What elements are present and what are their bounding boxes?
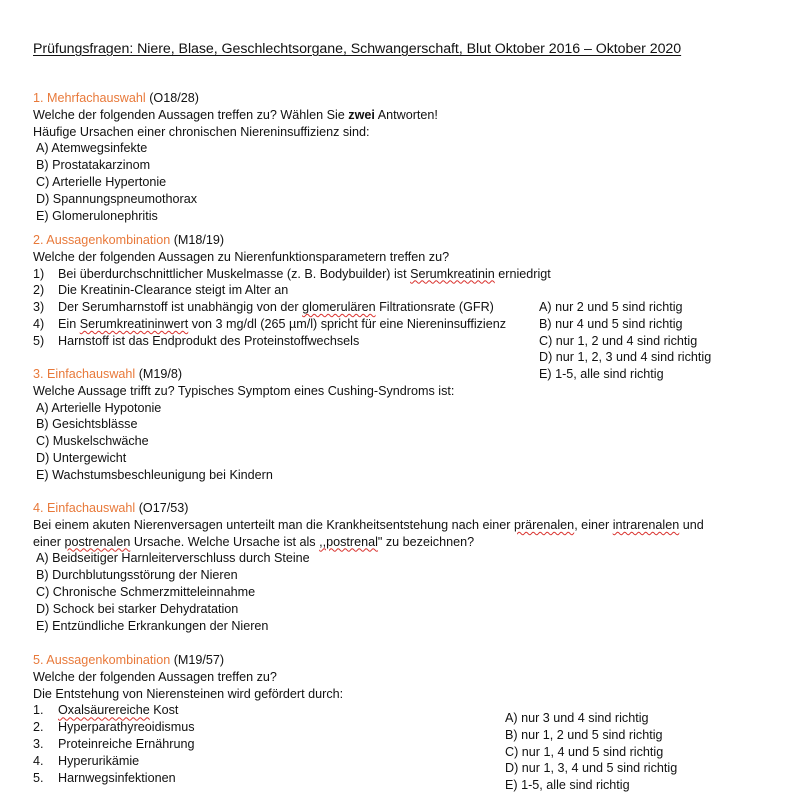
statement-text: erniedrigt — [494, 266, 551, 281]
statement-text: Bei überdurchschnittlicher Muskelmasse (z. B. Bodybuilder) ist — [58, 266, 411, 281]
spellcheck-flagged-word: ,,postrenal — [319, 534, 378, 549]
answer-option: A) Arterielle Hypotonie — [36, 400, 162, 415]
statement-number: 1. — [33, 703, 44, 718]
question-1 — [33, 90, 773, 224]
combination-option: D) nur 1, 2, 3 und 4 sind richtig — [539, 350, 712, 365]
question-4 — [33, 500, 773, 634]
question-type-label: 2. Aussagenkombination — [33, 233, 171, 247]
question-type-label: 5. Aussagenkombination — [33, 653, 171, 667]
answer-option: A) Beidseitiger Harnleiterverschluss durch Steine — [36, 551, 310, 566]
combination-option: B) nur 1, 2 und 5 sind richtig — [505, 727, 663, 742]
question-header — [33, 366, 773, 383]
prompt-text: , einer — [574, 517, 613, 532]
question-prompt-line-1 — [33, 517, 773, 534]
answer-option: D) Spannungspneumothorax — [36, 191, 198, 206]
answer-option: C) Chronische Schmerzmitteleinnahme — [36, 584, 256, 599]
statement — [33, 282, 773, 299]
statement-text: Kost — [149, 703, 179, 718]
spellcheck-flagged-word: prärenalen — [513, 517, 575, 532]
answer-option: A) Atemwegsinfekte — [36, 141, 148, 156]
statement-number: 3. — [33, 736, 44, 751]
prompt-text: Welche der folgenden Aussagen treffen zu? Wählen Sie — [33, 107, 349, 122]
statement-number: 1) — [33, 266, 45, 281]
statement-number: 5. — [33, 770, 44, 785]
combination-option: E) 1-5, alle sind richtig — [539, 367, 664, 382]
question-prompt: Welche der folgenden Aussagen treffen zu? — [33, 669, 277, 684]
question-type-label: 4. Einfachauswahl — [33, 501, 136, 515]
spellcheck-flagged-word: Serumkreatininwert — [79, 316, 189, 331]
statement-number: 4) — [33, 316, 45, 331]
question-header — [33, 90, 773, 107]
answer-option: D) Untergewicht — [36, 450, 127, 465]
statement-text: Hyperurikämie — [58, 753, 140, 768]
statement-text: Harnwegsinfektionen — [58, 770, 176, 785]
question-header — [33, 500, 773, 517]
spellcheck-flagged-word: intrarenalen — [612, 517, 680, 532]
question-code: (M19/57) — [173, 653, 225, 667]
statement-number: 2. — [33, 720, 44, 735]
answer-option: E) Entzündliche Erkrankungen der Nieren — [36, 618, 269, 633]
combination-option: C) nur 1, 2 und 4 sind richtig — [539, 333, 698, 348]
combination-option: A) nur 2 und 5 sind richtig — [539, 300, 683, 314]
statement-text: Harnstoff ist das Endprodukt des Proteinstoffwechsels — [58, 333, 360, 348]
prompt-text: einer — [33, 534, 65, 549]
combination-option: A) nur 3 und 4 sind richtig — [505, 711, 649, 725]
statement-text: Die Kreatinin-Clearance steigt im Alter an — [58, 283, 289, 298]
statement-number: 5) — [33, 333, 45, 348]
question-prompt-line-2 — [33, 534, 773, 551]
question-type-label: 3. Einfachauswahl — [33, 367, 136, 381]
spellcheck-flagged-word: postrenalen — [64, 534, 131, 549]
answer-option: B) Gesichtsblässe — [36, 417, 138, 432]
combination-option: D) nur 1, 3, 4 und 5 sind richtig — [505, 761, 678, 776]
question-code: (M18/19) — [173, 233, 225, 247]
question-type-label: 1. Mehrfachauswahl — [33, 91, 146, 105]
statement — [33, 266, 773, 283]
spellcheck-flagged-word: glomerulären — [302, 300, 376, 315]
combination-option: B) nur 4 und 5 sind richtig — [539, 316, 683, 331]
answer-option: B) Prostatakarzinom — [36, 158, 151, 173]
question-stem: Die Entstehung von Nierensteinen wird gefördert durch: — [33, 686, 344, 701]
answer-option: B) Durchblutungsstörung der Nieren — [36, 568, 238, 583]
statement-number: 3) — [33, 300, 45, 315]
spellcheck-flagged-word: Serumkreatinin — [410, 266, 495, 281]
spellcheck-flagged-word: Oxalsäurereiche — [58, 703, 150, 718]
statement-text: von 3 mg/dl (265 µm/l) spricht für eine Niereninsuffizienz — [188, 316, 507, 331]
answer-option: D) Schock bei starker Dehydratation — [36, 601, 239, 616]
answer-option: E) Glomerulonephritis — [36, 208, 158, 223]
question-prompt — [33, 107, 773, 124]
question-code: (O18/28) — [149, 91, 199, 105]
answer-combinations-q5 — [505, 710, 677, 794]
question-3 — [33, 366, 773, 484]
statement-number: 4. — [33, 753, 44, 768]
statement-number: 2) — [33, 283, 45, 298]
statement-text: Ein — [58, 316, 80, 331]
document-title: Prüfungsfragen: Niere, Blase, Geschlechtsorgane, Schwangerschaft, Blut Oktober 2016 – Oktober 2020 — [33, 41, 682, 57]
prompt-text: Antworten! — [374, 107, 438, 122]
statement-text: Hyperparathyreoidismus — [58, 720, 195, 735]
question-header — [33, 652, 773, 669]
question-stem: Häufige Ursachen einer chronischen Niereninsuffizienz sind: — [33, 124, 370, 139]
question-prompt: Welche Aussage trifft zu? Typisches Symptom eines Cushing-Syndroms ist: — [33, 383, 455, 398]
prompt-emphasis: zwei — [348, 107, 375, 122]
answer-option: C) Arterielle Hypertonie — [36, 174, 167, 189]
prompt-text: " zu bezeichnen? — [377, 534, 475, 549]
prompt-text: und — [679, 517, 704, 532]
combination-option: E) 1-5, alle sind richtig — [505, 778, 630, 793]
statement-text: Der Serumharnstoff ist unabhängig von der — [58, 300, 303, 315]
question-prompt: Welche der folgenden Aussagen zu Nierenfunktionsparametern treffen zu? — [33, 249, 450, 264]
statement-text: Proteinreiche Ernährung — [58, 736, 195, 751]
prompt-text: Ursache. Welche Ursache ist als — [130, 534, 320, 549]
answer-option: C) Muskelschwäche — [36, 434, 149, 449]
question-header — [33, 232, 773, 249]
combination-option: C) nur 1, 4 und 5 sind richtig — [505, 744, 664, 759]
prompt-text: Bei einem akuten Nierenversagen unterteilt man die Krankheitsentstehung nach einer — [33, 517, 514, 532]
question-code: (M19/8) — [138, 367, 183, 381]
answer-option: E) Wachstumsbeschleunigung bei Kindern — [36, 467, 273, 482]
statement-text: Filtrationsrate (GFR) — [375, 300, 494, 315]
question-code: (O17/53) — [138, 501, 189, 515]
